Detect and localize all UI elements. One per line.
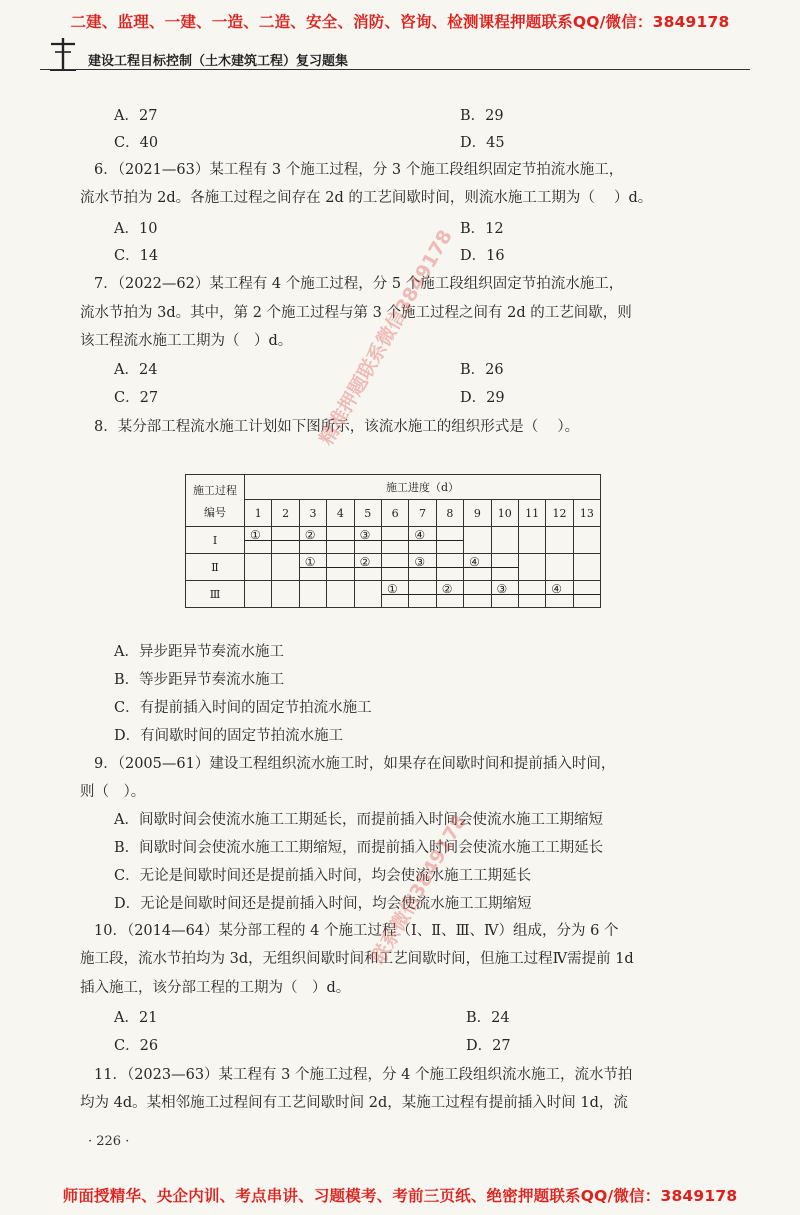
- process-label: Ⅲ: [186, 581, 245, 608]
- q9-option-a: A．间歇时间会使流水施工工期延长，而提前插入时间会使流水施工工期缩短: [114, 812, 603, 828]
- schedule-cell: [327, 527, 354, 554]
- q8-stem-line1: 8．某分部工程流水施工计划如下图所示，该流水施工的组织形式是（ ）。: [94, 419, 580, 435]
- q10-option-b: B．24: [466, 1010, 510, 1026]
- process-header-line2: 编号: [204, 505, 226, 519]
- schedule-cell: [573, 527, 600, 554]
- day-header-13: 13: [573, 500, 600, 527]
- schedule-cell: [573, 554, 600, 581]
- day-header-5: 5: [354, 500, 381, 527]
- schedule-cell: [354, 581, 381, 608]
- watermark-lower: 联系微信3849178: [367, 811, 471, 968]
- q7-stem-line2: 流水节拍为 3d。其中，第 2 个施工过程与第 3 个施工过程之间有 2d 的工艺间歇，则: [80, 305, 632, 321]
- schedule-table: [185, 474, 601, 608]
- progress-header: 施工进度（d）: [245, 475, 601, 500]
- q8-option-a: A．异步距异节奏流水施工: [114, 644, 284, 660]
- q10-stem-line1: 10．（2014—64）某分部工程的 4 个施工过程（Ⅰ、Ⅱ、Ⅲ、Ⅳ）组成，分为 6 个: [94, 923, 619, 939]
- schedule-cell: [546, 527, 573, 554]
- process-header-line1: 施工过程: [193, 483, 237, 497]
- segment-mark: ②: [441, 582, 453, 596]
- segment-mark: ②: [304, 528, 316, 542]
- q9-option-c: C．无论是间歇时间还是提前插入时间，均会使流水施工工期延长: [114, 868, 532, 884]
- day-header-1: 1: [245, 500, 272, 527]
- header-title: 建设工程目标控制（土木建筑工程）复习题集: [88, 54, 349, 69]
- q7-option-a: A．24: [114, 362, 158, 378]
- day-header-12: 12: [546, 500, 573, 527]
- schedule-cell: [381, 527, 408, 554]
- promo-banner-bottom: 师面授精华、央企内训、考点串讲、习题模考、考前三页纸、绝密押题联系QQ/微信：3849178: [62, 1187, 738, 1205]
- day-header-9: 9: [464, 500, 491, 527]
- day-header-10: 10: [491, 500, 518, 527]
- day-header-4: 4: [327, 500, 354, 527]
- schedule-cell: [409, 554, 436, 581]
- day-header-11: 11: [518, 500, 545, 527]
- schedule-cell: [381, 554, 408, 581]
- segment-mark: ④: [414, 528, 426, 542]
- q10-option-a: A．21: [114, 1010, 158, 1026]
- q5-option-c: C．40: [114, 135, 159, 151]
- q9-option-b: B．间歇时间会使流水施工工期缩短，而提前插入时间会使流水施工工期延长: [114, 840, 604, 856]
- segment-mark: ④: [551, 582, 563, 596]
- schedule-cell: [546, 581, 573, 608]
- schedule-cell: [409, 581, 436, 608]
- page-number: · 226 ·: [88, 1134, 130, 1149]
- schedule-cell: [573, 581, 600, 608]
- q6-option-d: D．16: [460, 248, 505, 264]
- segment-mark: ①: [250, 528, 261, 542]
- schedule-cell: [518, 527, 545, 554]
- schedule-cell: [464, 527, 491, 554]
- q11-stem-line1: 11．（2023—63）某工程有 3 个施工过程，分 4 个施工段组织流水施工，流水节拍: [94, 1067, 633, 1083]
- header-rule: [40, 69, 750, 70]
- q6-option-a: A．10: [114, 221, 158, 237]
- q9-stem-line1: 9．（2005—61）建设工程组织流水施工时，如果存在间歇时间和提前插入时间，: [94, 756, 616, 772]
- q7-option-d: D．29: [460, 390, 505, 406]
- logo-icon: [48, 36, 78, 72]
- schedule-cell: [518, 581, 545, 608]
- q8-option-b: B．等步距异节奏流水施工: [114, 672, 285, 688]
- schedule-cell: [436, 581, 463, 608]
- q6-option-c: C．14: [114, 248, 159, 264]
- q9-stem-line2: 则（ ）。: [80, 784, 146, 800]
- day-header-2: 2: [272, 500, 299, 527]
- q7-option-b: B．26: [460, 362, 504, 378]
- schedule-cell: [381, 581, 408, 608]
- schedule-cell: [436, 554, 463, 581]
- schedule-cell: [354, 527, 381, 554]
- process-label: Ⅱ: [186, 554, 245, 581]
- q5-option-a: A．27: [114, 108, 158, 124]
- q9-option-d: D．无论是间歇时间还是提前插入时间，均会使流水施工工期缩短: [114, 896, 532, 912]
- day-header-6: 6: [381, 500, 408, 527]
- schedule-cell: [272, 527, 299, 554]
- schedule-cell: [245, 527, 272, 554]
- schedule-cell: [299, 554, 326, 581]
- schedule-cell: [546, 554, 573, 581]
- segment-mark: ③: [496, 582, 508, 596]
- day-header-3: 3: [299, 500, 326, 527]
- schedule-cell: [272, 581, 299, 608]
- schedule-cell: [299, 527, 326, 554]
- q10-stem-line2: 施工段，流水节拍均为 3d，无组织间歇时间和工艺间歇时间，但施工过程Ⅳ需提前 1d: [80, 951, 634, 967]
- segment-mark: ③: [414, 555, 426, 569]
- segment-mark: ①: [304, 555, 316, 569]
- q10-option-c: C．26: [114, 1038, 159, 1054]
- segment-mark: ④: [469, 555, 480, 569]
- day-header-7: 7: [409, 500, 436, 527]
- q5-option-b: B．29: [460, 108, 504, 124]
- process-header-cell: [186, 475, 245, 527]
- watermark-upper: 精准押题联系微信3849178: [315, 226, 457, 449]
- day-header-8: 8: [436, 500, 463, 527]
- promo-banner-top: 二建、监理、一建、一造、二造、安全、消防、咨询、检测课程押题联系QQ/微信：3849178: [70, 13, 730, 31]
- schedule-cell: [272, 554, 299, 581]
- schedule-cell: [491, 527, 518, 554]
- q8-option-d: D．有间歇时间的固定节拍流水施工: [114, 728, 344, 744]
- q7-option-c: C．27: [114, 390, 159, 406]
- q10-option-d: D．27: [466, 1038, 511, 1054]
- schedule-cell: [464, 554, 491, 581]
- schedule-cell: [245, 581, 272, 608]
- schedule-cell: [518, 554, 545, 581]
- schedule-cell: [464, 581, 491, 608]
- q11-stem-line2: 均为 4d。某相邻施工过程间有工艺间歇时间 2d，某施工过程有提前插入时间 1d，流: [80, 1095, 628, 1111]
- segment-mark: ③: [359, 528, 371, 542]
- q7-stem-line3: 该工程流水施工工期为（ ）d。: [80, 333, 293, 349]
- q6-stem-line1: 6．（2021—63）某工程有 3 个施工过程，分 3 个施工段组织固定节拍流水施工，: [94, 162, 624, 178]
- schedule-cell: [245, 554, 272, 581]
- page-header: [40, 36, 750, 72]
- q8-option-c: C．有提前插入时间的固定节拍流水施工: [114, 700, 372, 716]
- q7-stem-line1: 7．（2022—62）某工程有 4 个施工过程，分 5 个施工段组织固定节拍流水施工，: [94, 276, 624, 292]
- schedule-cell: [436, 527, 463, 554]
- segment-mark: ①: [386, 582, 398, 596]
- q5-option-d: D．45: [460, 135, 505, 151]
- q6-option-b: B．12: [460, 221, 504, 237]
- schedule-cell: [491, 554, 518, 581]
- schedule-cell: [491, 581, 518, 608]
- process-label: Ⅰ: [186, 527, 245, 554]
- schedule-cell: [299, 581, 326, 608]
- schedule-cell: [327, 554, 354, 581]
- q10-stem-line3: 插入施工，该分部工程的工期为（ ）d。: [80, 980, 351, 996]
- schedule-cell: [409, 527, 436, 554]
- q6-stem-line2: 流水节拍为 2d。各施工过程之间存在 2d 的工艺间歇时间，则流水施工工期为（ ）d。: [80, 190, 653, 206]
- schedule-cell: [354, 554, 381, 581]
- schedule-cell: [327, 581, 354, 608]
- segment-mark: ②: [359, 555, 371, 569]
- schedule-table-figure: [185, 474, 601, 608]
